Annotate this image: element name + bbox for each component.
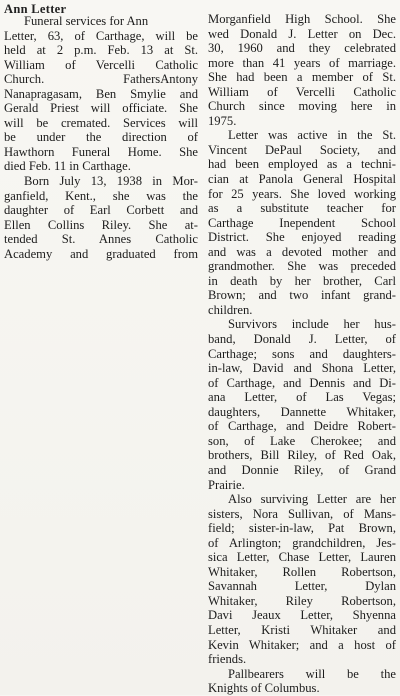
text-line: Kevin Whitaker; and a host of [208,637,396,652]
text-line: of Carthage, and Dennis and Di- [208,375,396,390]
text-line: will be cremated. Services will [4,115,198,130]
left-column [4,14,198,261]
text-line: Ellen Collins Riley. She at- [4,217,198,232]
text-line: in-law, David and Shona Letter, [208,361,396,376]
text-line: Vincent DePaul Society, and [208,142,396,157]
text-line: Funeral services for Ann [24,14,149,28]
text-line: Hawthorn Funeral Home. She [4,144,198,159]
text-line: daughter of Earl Corbett and [4,203,198,218]
text-line: Knights of Columbus. [208,681,320,696]
text-line: ganfield, Kent., she was the [4,188,198,203]
text-line: be under the direction of [4,130,198,145]
text-line: Born July 13, 1938 in Mor- [24,174,198,189]
obituary-headline: Ann Letter [4,2,67,16]
text-line: more than 41 years of marriage. [208,55,396,70]
text-line: Letter, Kristi Whitaker and [208,622,396,637]
text-line: Gerald Priest will officiate. She [4,101,198,116]
text-line: children. [208,302,253,317]
text-line: and Donnie Riley, of Grand [208,462,396,477]
text-line: Survivors include her hus- [228,317,396,332]
text-line: Savannah Letter, Dylan [208,579,396,594]
text-line: sica Letter, Chase Letter, Lauren [208,550,396,565]
text-line: son, of Lake Cherokee; and [208,433,396,448]
text-line: Pallbearers will be the [228,666,396,681]
text-line: field; sister-in-law, Pat Brown, [208,521,396,536]
text-line: wed Donald J. Letter on Dec. [208,26,396,41]
text-line: Whitaker, Rollen Robertson, [208,564,396,579]
text-line: friends. [208,652,247,667]
text-line: She had been a member of St. [208,70,396,85]
text-line: 1975. [208,113,237,128]
text-line: William of Vercelli Catholic [208,84,396,99]
text-line: and was a devoted mother and [208,244,396,259]
text-line: Whitaker, Riley Robertson, [208,593,396,608]
text-line: daughters, Dannette Whitaker, [208,404,396,419]
text-line: brothers, Bill Riley, of Red Oak, [208,448,396,463]
text-line: Church since moving here in [208,99,396,114]
text-line: died Feb. 11 in Carthage. [4,159,131,174]
text-line: 30, 1960 and they celebrated [208,41,396,56]
text-line: Davi Jeaux Letter, Shyenna [208,608,396,623]
text-line: Nanapragasam, Ben Smylie and [4,86,198,101]
text-line: held at 2 p.m. Feb. 13 at St. [4,43,198,58]
text-line: of Arlington; grandchildren, Jes- [208,535,396,550]
text-line: ana Letter, of Las Vegas; [208,390,396,405]
text-line: Church. FathersAntony [4,72,198,87]
text-line: Prairie. [208,477,245,492]
text-line: Brown; and two infant grand- [208,288,396,303]
text-line: cian at Panola General Hospital [208,172,396,187]
text-line: William of Vercelli Catholic [4,57,198,72]
text-line: of Carthage, and Deidre Robert- [208,419,396,434]
right-column [208,12,396,696]
text-line: Morganfield High School. She [208,12,396,26]
text-line: had been employed as a techni- [208,157,396,172]
text-line: Letter, 63, of Carthage, will be [4,28,198,43]
text-line: band, Donald J. Letter, of [208,332,396,347]
text-line: in death by her brother, Carl [208,273,396,288]
text-line: sisters, Nora Sullivan, of Mans- [208,506,396,521]
text-line: Letter was active in the St. [228,128,396,143]
text-line: as a substitute teacher for [208,201,396,216]
text-line: Academy and graduated from [4,246,198,261]
text-line: Carthage; sons and daughters- [208,346,396,361]
text-line: grandmother. She was preceded [208,259,396,274]
text-line: tended St. Annes Catholic [4,232,198,247]
text-line: Carthage Inependent School [208,215,396,230]
text-line: District. She enjoyed reading [208,230,396,245]
text-line: for 25 years. She loved working [208,186,396,201]
text-line: Also surviving Letter are her [228,492,396,507]
